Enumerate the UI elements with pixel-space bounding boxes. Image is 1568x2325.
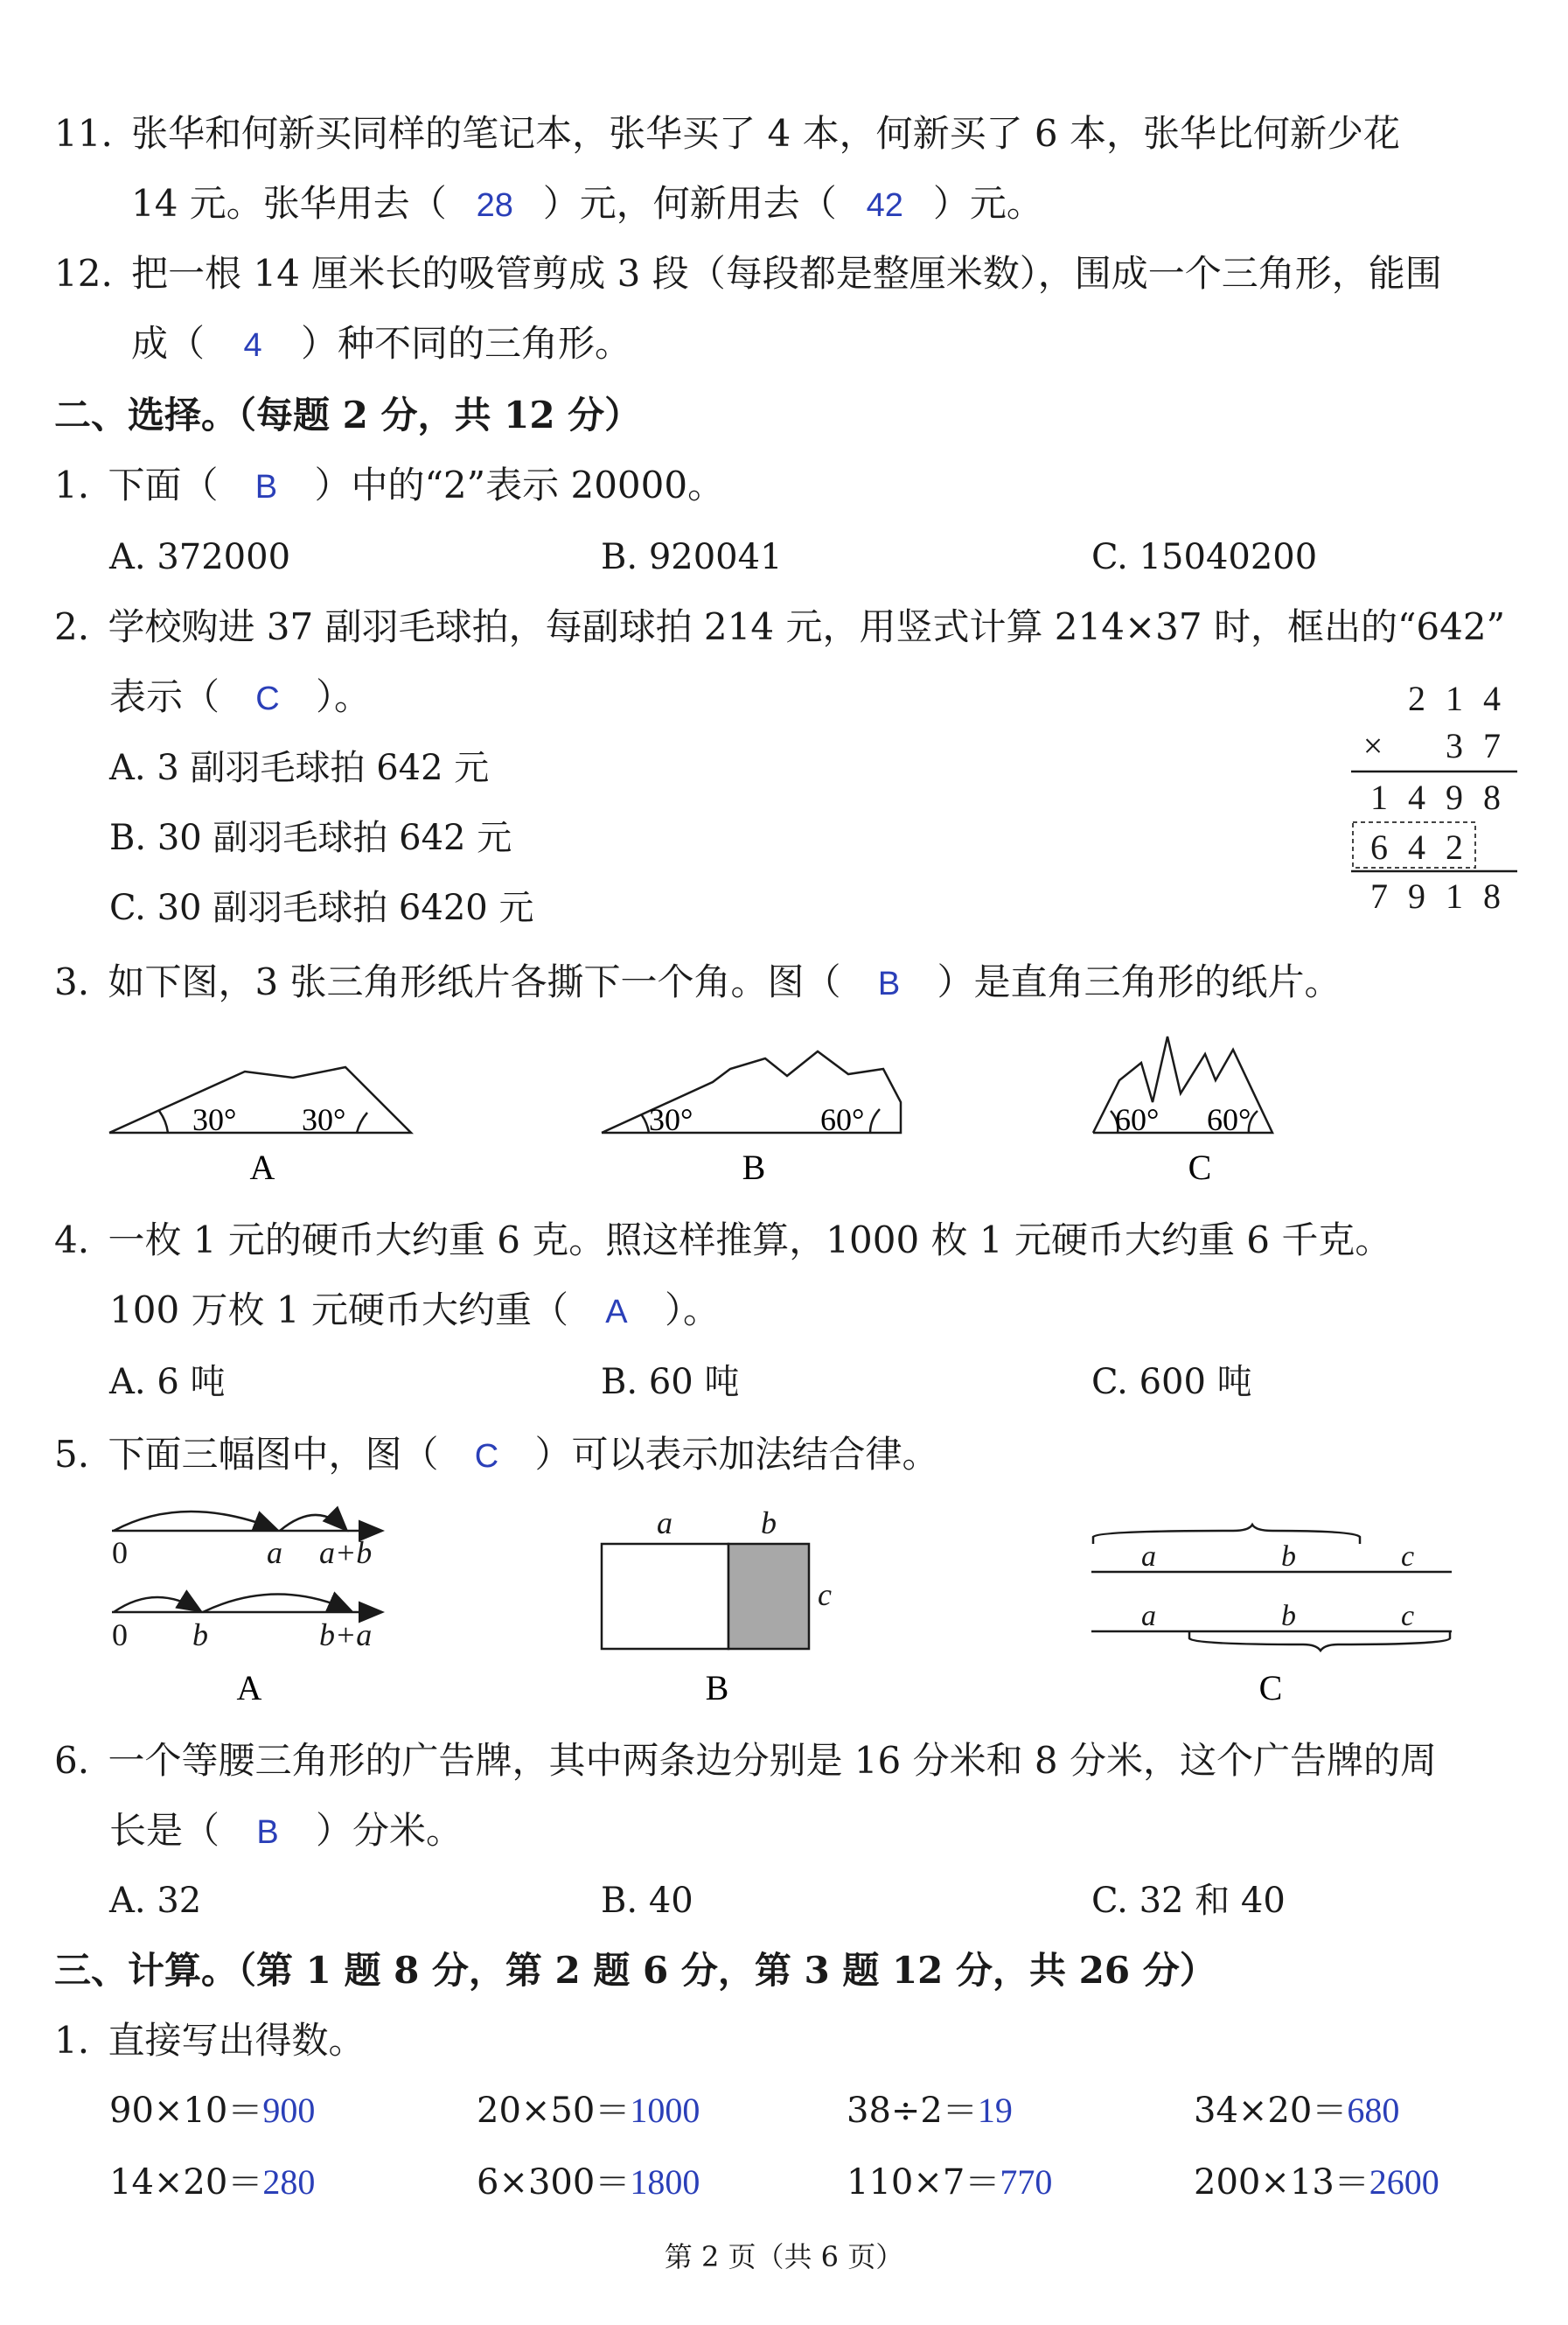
segment-label: b [1281, 1600, 1296, 1632]
answer-value[interactable]: 4 [243, 327, 262, 364]
question-11-line2 [131, 182, 1043, 227]
question-text: 下面（ [108, 464, 219, 506]
figure-label: C [1188, 1148, 1212, 1187]
triangle-figures [96, 1032, 1321, 1190]
segment-label: c [1401, 1600, 1415, 1632]
rectangle-a [602, 1544, 728, 1649]
answer-value[interactable]: C [474, 1438, 499, 1475]
angle-label: 30° [649, 1102, 693, 1137]
calc-item [847, 2089, 1013, 2133]
digit: 1 [1446, 679, 1463, 718]
question-number: 3. [54, 960, 90, 1003]
expression: 20×50＝ [477, 2091, 631, 2131]
axis-label: a [267, 1535, 282, 1570]
side-label: c [818, 1577, 832, 1612]
choice-4-option-b[interactable]: B. 60 吨 [601, 1362, 740, 1402]
digit: 4 [1483, 679, 1501, 718]
segment-label: c [1401, 1540, 1415, 1573]
digit: 4 [1408, 778, 1425, 817]
question-number: 4. [54, 1218, 90, 1261]
associative-law-figures [96, 1500, 1478, 1710]
answer-value[interactable]: B [256, 1814, 279, 1851]
angle-label: 60° [820, 1102, 865, 1137]
digit: 1 [1370, 778, 1388, 817]
angle-label: 60° [1207, 1102, 1251, 1137]
question-text: 一个等腰三角形的广告牌，其中两条边分别是 16 分米和 8 分米，这个广告牌的周 [108, 1739, 1438, 1782]
rectangle-b-shaded [728, 1544, 809, 1649]
question-text: 长是（ [109, 1809, 220, 1852]
choice-6-option-a[interactable]: A. 32 [109, 1881, 202, 1921]
choice-2-option-a[interactable]: A. 3 副羽毛球拍 642 元 [109, 748, 490, 788]
digit: 6 [1370, 827, 1388, 867]
choice-4-line2 [109, 1288, 720, 1334]
expression: 34×20＝ [1194, 2091, 1348, 2131]
section-3-title: 三、计算。（第 1 题 8 分，第 2 题 6 分，第 3 题 12 分，共 26 分） [54, 1949, 1216, 1992]
question-number: 2. [54, 605, 90, 648]
question-text: 下面三幅图中，图（ [108, 1433, 439, 1476]
question-number: 12. [54, 252, 113, 295]
choice-6-line2 [109, 1809, 463, 1854]
choice-1 [54, 464, 724, 509]
choice-5 [54, 1433, 938, 1478]
page-footer: 第 2 页（共 6 页） [664, 2240, 904, 2273]
answer-value[interactable]: C [255, 681, 280, 717]
choice-2-line1 [54, 605, 1505, 649]
digit: 7 [1370, 876, 1388, 916]
answer-value[interactable]: 2600 [1369, 2162, 1439, 2202]
question-text: ）。 [316, 675, 372, 718]
choice-4-option-a[interactable]: A. 6 吨 [109, 1362, 226, 1402]
expression: 6×300＝ [477, 2162, 631, 2203]
digit: 4 [1408, 827, 1425, 867]
answer-value[interactable]: 280 [262, 2162, 316, 2202]
choice-6-option-c[interactable]: C. 32 和 40 [1091, 1881, 1286, 1921]
answer-value[interactable]: 1000 [630, 2091, 700, 2130]
calc-item [109, 2161, 315, 2204]
choice-1-option-b[interactable]: B. 920041 [601, 537, 783, 577]
section-2-title: 二、选择。（每题 2 分，共 12 分） [54, 394, 642, 436]
choice-1-option-c[interactable]: C. 15040200 [1091, 537, 1318, 577]
answer-value[interactable]: A [605, 1294, 628, 1330]
answer-value[interactable]: 28 [476, 187, 513, 224]
calc-1 [54, 2019, 365, 2063]
question-text: ）元，何新用去（ [542, 182, 837, 225]
figure-label: B [705, 1668, 729, 1707]
digit: 7 [1483, 726, 1501, 765]
multiply-sign: × [1362, 726, 1383, 765]
answer-value[interactable]: 900 [262, 2091, 316, 2130]
answer-value[interactable]: 42 [866, 187, 903, 224]
question-text: 表示（ [109, 675, 220, 718]
expression: 200×13＝ [1194, 2162, 1369, 2203]
digit: 9 [1408, 876, 1425, 916]
digit: 1 [1446, 876, 1463, 916]
question-text: 把一根 14 厘米长的吸管剪成 3 段（每段都是整厘米数），围成一个三角形，能围 [131, 252, 1442, 295]
segment-label: b [1281, 1540, 1296, 1573]
question-number: 1. [54, 2019, 90, 2062]
calc-item [477, 2089, 700, 2133]
question-text: ）可以表示加法结合律。 [534, 1433, 939, 1476]
calc-item [477, 2161, 700, 2204]
choice-2-option-c[interactable]: C. 30 副羽毛球拍 6420 元 [109, 888, 534, 928]
question-text: ）分米。 [316, 1809, 463, 1852]
figure-label: A [249, 1148, 275, 1187]
digit: 9 [1446, 778, 1463, 817]
choice-6-line1 [54, 1739, 1437, 1783]
question-text: 成（ [131, 322, 206, 365]
expression: 90×10＝ [109, 2091, 263, 2131]
segment-label: a [1141, 1540, 1156, 1573]
question-text: 一枚 1 元的硬币大约重 6 克。照这样推算，1000 枚 1 元硬币大约重 6 千克。 [108, 1218, 1392, 1261]
axis-label: 0 [112, 1617, 128, 1652]
choice-4-option-c[interactable]: C. 600 吨 [1091, 1362, 1252, 1402]
digit: 8 [1483, 778, 1501, 817]
answer-value[interactable]: B [877, 966, 901, 1002]
answer-value[interactable]: 1800 [630, 2162, 700, 2202]
question-number: 6. [54, 1739, 90, 1782]
expression: 38÷2＝ [847, 2091, 978, 2131]
question-text: 直接写出得数。 [108, 2019, 366, 2062]
axis-label: a+b [319, 1535, 373, 1570]
choice-1-option-a[interactable]: A. 372000 [109, 537, 291, 577]
question-text: ）元。 [932, 182, 1043, 225]
vertical-multiplication [1338, 674, 1522, 918]
answer-value[interactable]: B [254, 469, 278, 506]
figure-label: B [742, 1148, 766, 1187]
triangle-a [109, 1067, 411, 1133]
expression: 14×20＝ [109, 2162, 263, 2203]
expression: 110×7＝ [847, 2162, 1000, 2203]
calc-item [109, 2089, 315, 2133]
question-text: ）种不同的三角形。 [301, 322, 632, 365]
question-number: 5. [54, 1433, 90, 1476]
digit: 3 [1446, 726, 1463, 765]
choice-2-option-b[interactable]: B. 30 副羽毛球拍 642 元 [109, 818, 512, 858]
axis-label: b [192, 1617, 208, 1652]
question-text: 张华和何新买同样的笔记本，张华买了 4 本，何新买了 6 本，张华比何新少花 [131, 112, 1401, 155]
side-label: b [761, 1505, 777, 1540]
question-text: 100 万枚 1 元硬币大约重（ [109, 1288, 568, 1331]
choice-2-line2 [109, 675, 371, 721]
figure-label: C [1258, 1668, 1283, 1707]
question-number: 11. [54, 112, 113, 155]
question-text: 如下图，3 张三角形纸片各撕下一个角。图（ [108, 960, 841, 1003]
answer-value[interactable]: 19 [977, 2091, 1013, 2130]
angle-label: 30° [192, 1102, 237, 1137]
calc-item [1194, 2161, 1439, 2204]
question-text: 学校购进 37 副羽毛球拍，每副球拍 214 元，用竖式计算 214×37 时，框出的“642” [108, 605, 1506, 648]
question-11-line1 [54, 112, 1400, 156]
angle-label: 30° [302, 1102, 346, 1137]
question-12-line2 [131, 322, 631, 367]
question-text: ）是直角三角形的纸片。 [937, 960, 1342, 1003]
calc-item [847, 2161, 1052, 2204]
segment-label: a [1141, 1600, 1156, 1632]
side-label: a [657, 1505, 672, 1540]
choice-4-line1 [54, 1218, 1391, 1262]
question-text: 14 元。张华用去（ [131, 182, 447, 225]
digit: 2 [1408, 679, 1425, 718]
figure-label: A [236, 1668, 262, 1707]
calc-item [1194, 2089, 1399, 2133]
question-12-line1 [54, 252, 1442, 296]
axis-label: 0 [112, 1535, 128, 1570]
angle-label: 60° [1115, 1102, 1160, 1137]
question-text: ）。 [664, 1288, 720, 1331]
answer-value[interactable]: 680 [1347, 2091, 1400, 2130]
choice-6-option-b[interactable]: B. 40 [601, 1881, 693, 1921]
digit: 8 [1483, 876, 1501, 916]
question-text: ）中的“2”表示 20000。 [314, 464, 725, 506]
choice-3 [54, 960, 1342, 1006]
digit: 2 [1446, 827, 1463, 867]
question-number: 1. [54, 464, 90, 506]
answer-value[interactable]: 770 [1000, 2162, 1053, 2202]
axis-label: b+a [319, 1617, 373, 1652]
